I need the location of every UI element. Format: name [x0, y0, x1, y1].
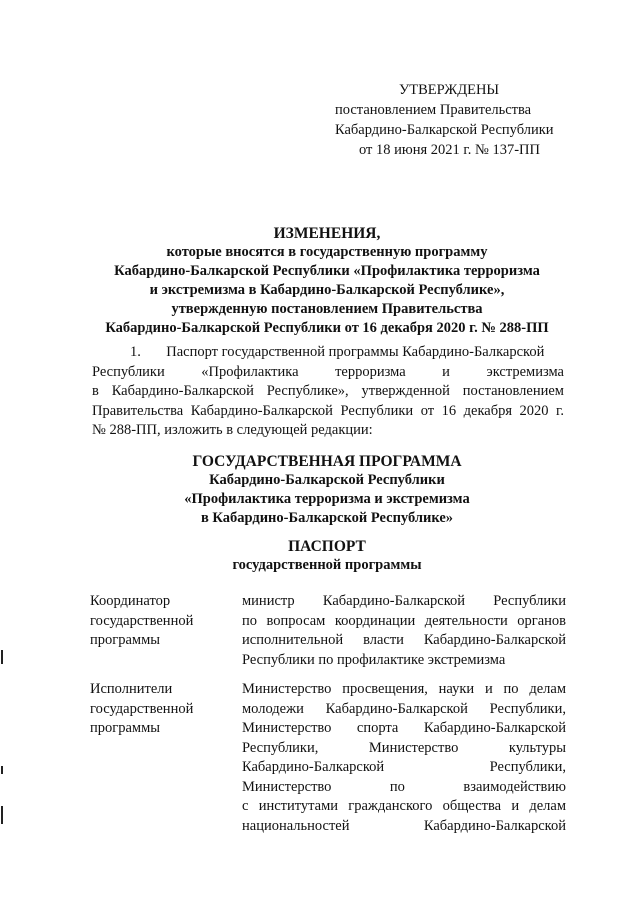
- value-line: Министерство просвещения, науки и по делам: [242, 681, 566, 697]
- approval-line: постановлением Правительства: [335, 102, 532, 118]
- label-line: государственной: [90, 700, 194, 717]
- program-heading-line: «Профилактика терроризма и экстремизма: [184, 491, 470, 507]
- paragraph-line: в Кабардино-Балкарской Республике», утвержденной постановлением: [92, 383, 564, 399]
- passport-row-label-executors: [90, 680, 230, 739]
- label-line: государственной: [90, 612, 194, 629]
- label-line: программы: [90, 720, 160, 736]
- value-line: Кабардино-Балкарской Республики,: [242, 759, 566, 775]
- paragraph-line: Правительства Кабардино-Балкарской Республики от 16 декабря 2020 г.: [92, 402, 564, 419]
- value-line: Республики по профилактике экстремизма: [242, 651, 506, 668]
- scan-margin-mark: [1, 650, 3, 664]
- value-line: молодежи Кабардино-Балкарской Республики,: [242, 700, 566, 717]
- label-line: программы: [90, 632, 160, 648]
- value-line: с институтами гражданского общества и делам: [242, 798, 566, 814]
- program-title: ГОСУДАРСТВЕННАЯ ПРОГРАММА: [192, 453, 462, 470]
- value-line: Министерство по взаимодействию: [242, 778, 566, 795]
- approval-line: Кабардино-Балкарской Республики: [335, 122, 554, 138]
- approval-date: от 18 июня 2021 г. № 137-ПП: [359, 142, 540, 158]
- changes-heading-line: которые вносятся в государственную программу: [166, 244, 488, 260]
- program-heading-line: в Кабардино-Балкарской Республике»: [200, 510, 454, 526]
- changes-heading-line: утвержденную постановлением Правительства: [171, 301, 483, 317]
- value-line: министр Кабардино-Балкарской Республики: [242, 593, 566, 609]
- label-line: Исполнители: [90, 681, 173, 697]
- passport-heading: [72, 537, 582, 575]
- value-line: Республики, Министерство культуры: [242, 739, 566, 756]
- passport-row-value-coordinator: [242, 592, 566, 670]
- scan-margin-mark: [1, 806, 3, 824]
- changes-heading-line: Кабардино-Балкарской Республики «Профилактика терроризма: [114, 263, 540, 279]
- value-line: исполнительной власти Кабардино-Балкарской: [242, 632, 566, 648]
- value-line: Министерство спорта Кабардино-Балкарской: [242, 720, 566, 736]
- passport-row-value-executors: [242, 680, 566, 836]
- value-line: национальностей Кабардино-Балкарской: [242, 817, 566, 834]
- value-line: по вопросам координации деятельности органов: [242, 612, 566, 629]
- scan-margin-mark: [1, 766, 3, 774]
- approval-block: [335, 80, 554, 160]
- changes-heading-line: Кабардино-Балкарской Республики от 16 декабря 2020 г. № 288-ПП: [105, 320, 549, 336]
- label-line: Координатор: [90, 593, 171, 609]
- program-heading: [72, 452, 582, 528]
- paragraph-line: 1. Паспорт государственной программы Кабардино-Балкарской: [130, 344, 545, 360]
- changes-heading-line: и экстремизма в Кабардино-Балкарской Республике»,: [149, 282, 505, 298]
- paragraph-line: Республики «Профилактика терроризма и экстремизма: [92, 363, 564, 380]
- passport-row-label-coordinator: [90, 592, 230, 651]
- paragraph-1: [92, 343, 564, 441]
- approval-title: УТВЕРЖДЕНЫ: [399, 82, 500, 98]
- passport-title: ПАСПОРТ: [288, 538, 366, 555]
- changes-heading: [72, 224, 582, 338]
- paragraph-line: № 288-ПП, изложить в следующей редакции:: [92, 422, 373, 438]
- changes-title: ИЗМЕНЕНИЯ,: [273, 225, 381, 242]
- passport-subtitle: государственной программы: [232, 557, 422, 573]
- program-heading-line: Кабардино-Балкарской Республики: [209, 472, 445, 488]
